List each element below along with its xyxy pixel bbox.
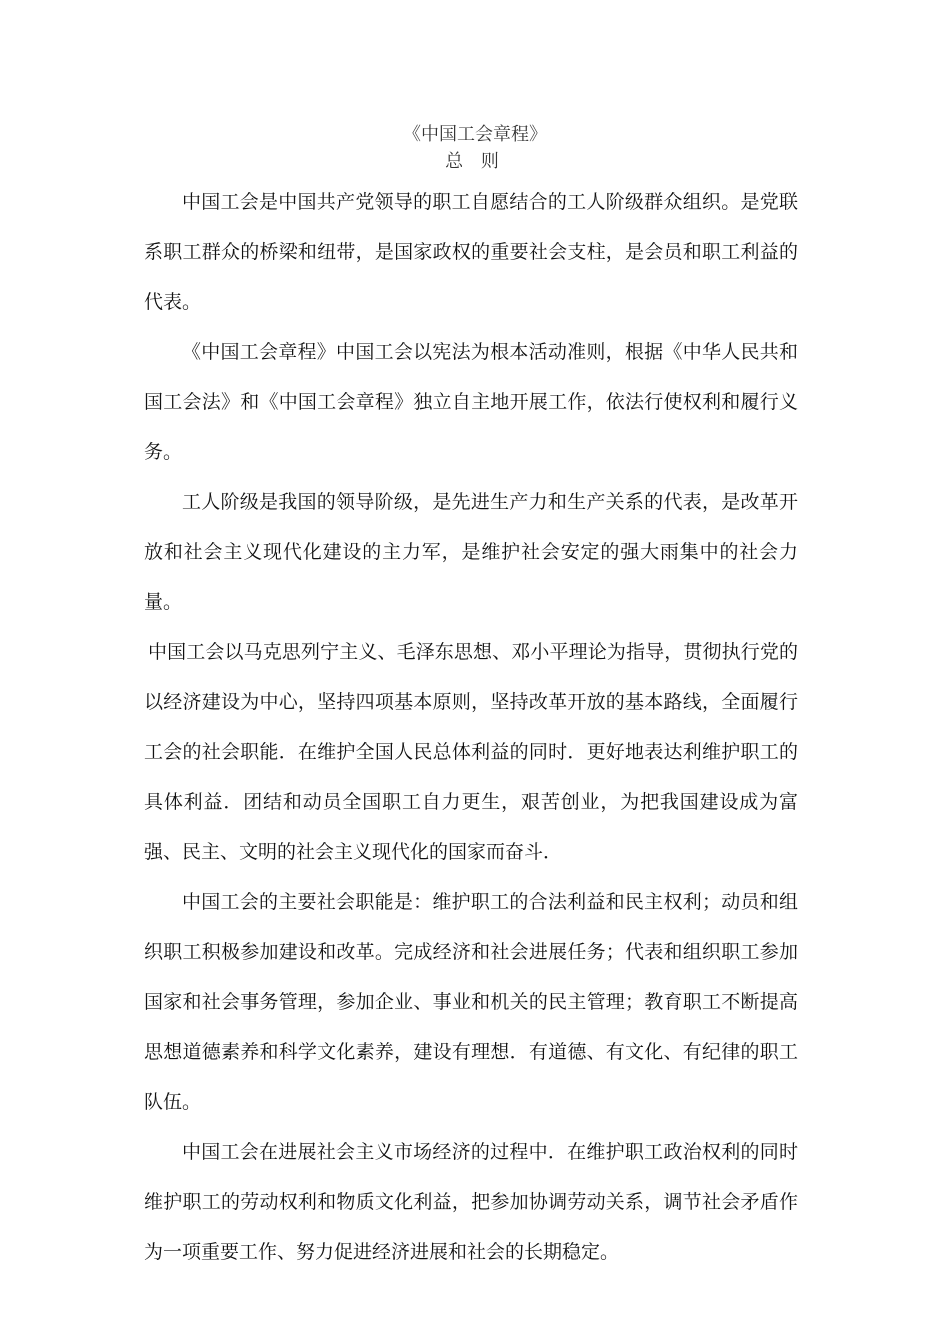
paragraph-2: 《中国工会章程》中国工会以宪法为根本活动准则，根据《中华人民共和国工会法》和《中国工会章程》独立自主地开展工作，依法行使权利和履行义务。 bbox=[144, 341, 798, 463]
paragraph-1: 中国工会是中国共产党领导的职工自愿结合的工人阶级群众组织。是党联系职工群众的桥梁和纽带，是国家政权的重要社会支柱，是会员和职工利益的代表。 bbox=[144, 191, 798, 313]
paragraph-5: 中国工会的主要社会职能是：维护职工的合法利益和民主权利；动员和组织职工积极参加建设和改革。完成经济和社会进展任务；代表和组织职工参加国家和社会事务管理，参加企业、事业和机关的民主管理；教育职工不断提高思想道德素养和科学文化素养，建设有理想．有道德、有文化、有纪律的职工队伍。 bbox=[144, 891, 798, 1113]
document-title: 《中国工会章程》 bbox=[403, 124, 547, 145]
paragraph-3: 工人阶级是我国的领导阶级，是先进生产力和生产关系的代表，是改革开放和社会主义现代化建设的主力军，是维护社会安定的强大雨集中的社会力量。 bbox=[144, 491, 798, 613]
paragraph-6: 中国工会在进展社会主义市场经济的过程中．在维护职工政治权利的同时维护职工的劳动权利和物质文化利益，把参加协调劳动关系，调节社会矛盾作为一项重要工作、努力促进经济进展和社会的长期稳定。 bbox=[144, 1141, 798, 1263]
document-subtitle: 总 则 bbox=[445, 151, 505, 172]
document-body bbox=[144, 177, 798, 1277]
paragraph-4: 中国工会以马克思列宁主义、毛泽东思想、邓小平理论为指导，贯彻执行党的以经济建设为中心，坚持四项基本原则，坚持改革开放的基本路线，全面履行工会的社会职能．在维护全国人民总体利益的同时．更好地表达利维护职工的具体利益．团结和动员全国职工自力更生，艰苦创业，为把我国建设成为富强、民主、文明的社会主义现代化的国家而奋斗． bbox=[144, 641, 798, 863]
